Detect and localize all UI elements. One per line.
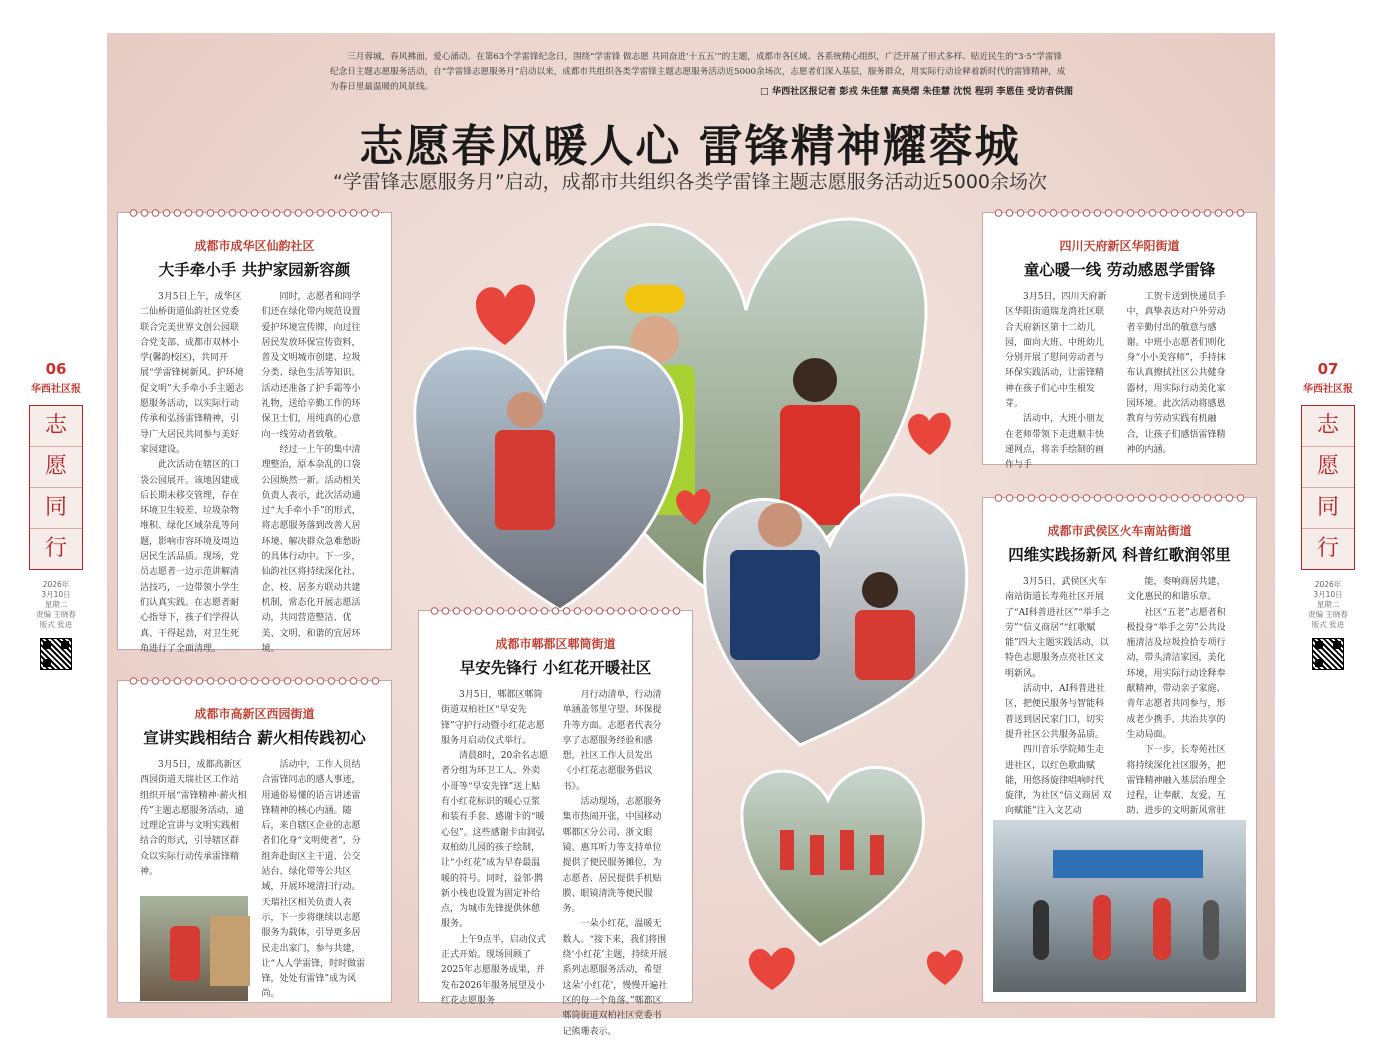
brand-label: 华西社区报 — [31, 384, 81, 395]
spiral-binding — [993, 493, 1246, 503]
issue-meta: 2026年 3月10日 星期二 责编 王晓春 版式 张进 — [1308, 580, 1348, 629]
article-photo — [993, 820, 1246, 992]
section-char: 志 — [1302, 406, 1354, 447]
article-photo — [140, 896, 248, 1001]
issue-meta: 2026年 3月10日 星期二 责编 王晓春 版式 张进 — [36, 580, 76, 629]
article-kicker: 成都市高新区西园街道 — [194, 707, 315, 721]
section-char: 行 — [44, 536, 67, 561]
section-char: 行 — [1316, 536, 1339, 561]
article-title: 大手牵小手 共护家园新容颜 — [158, 261, 351, 279]
article-kicker: 四川天府新区华阳街道 — [1059, 239, 1180, 253]
spiral-binding — [429, 606, 682, 616]
spiral-binding — [993, 208, 1246, 218]
paragraph: 一朵小红花，温暖无数人。“接下来，我们将围绕‘小红花’主题，持续开展系列志愿服务活动，希望这朵‘小红花’，慢慢开遍社区的每一个角落。”郫都区郫筒街道双柏社区党委书记熊珊表示。 — [562, 919, 668, 1037]
article-column — [1005, 575, 1113, 835]
intro-paragraph: 三月蓉城，春风拂面，爱心涌动。在第63个学雷锋纪念日，围绕“学雷锋 做志愿 共同奋进‘十五五’”的主题，成都市各区域、各系统精心组织，广泛开展了形式多样、贴近民生的“3·5”学雷锋纪念日主题志愿服务活动，自“学雷锋志愿服务月”启动以来，成都市共组织各类学雷锋主题志愿服务活动近5000余场次，志愿者们深入基层，服务群众，用实际行动诠释着新时代的雷锋精神，成为春日里最温暖的风景线。 — [330, 52, 1066, 92]
article-title: 早安先锋行 小红花开暖社区 — [459, 659, 652, 677]
article-column — [441, 688, 549, 1040]
section-char: 愿 — [30, 447, 82, 488]
article-column — [262, 290, 370, 657]
article-gaoxin — [117, 680, 392, 1003]
article-kicker: 成都市成华区仙韵社区 — [194, 239, 315, 253]
article-wuhou — [982, 497, 1257, 1003]
article-kicker: 成都市郫都区郫筒街道 — [495, 637, 616, 651]
heart-photo — [705, 495, 967, 745]
paragraph: 活动中，大班小朋友在老师带领下走进顺丰快递网点，将亲手绘制的画作与手 — [1005, 414, 1105, 471]
article-title: 四维实践扬新风 科普红歌润邻里 — [1008, 546, 1231, 564]
heart-icon — [476, 285, 535, 345]
byline: □ 华西社区报记者 彭戎 朱佳慧 高昊熠 朱佳慧 沈悦 程玥 李恩佳 受访者供图 — [760, 86, 1074, 97]
headline: 志愿春风暖人心 雷锋精神耀蓉城 — [359, 121, 1021, 172]
paragraph: 工贺卡送到快递员手中，真挚表达对户外劳动者辛勤付出的敬意与感谢。中班小志愿者们则化身“小小美容师”，手持抹布认真擦拭社区公共健身器材，用实际行动美化家园环境。此次活动将感恩教育与劳动实践有机融合，让孩子们感悟雷锋精神的内涵。 — [1126, 292, 1226, 455]
article-pidu — [418, 610, 693, 1037]
article-kicker: 成都市武侯区火车南站街道 — [1047, 524, 1192, 538]
subheadline: “学雷锋志愿服务月”启动，成都市共组织各类学雷锋主题志愿服务活动近5000余场次 — [332, 171, 1048, 193]
paragraph: 清晨8时，20余名志愿者分组为环卫工人、外卖小哥等“早安先锋”送上贴有小红花标识的暖心豆浆和装有手套、感谢卡的“暖心包”。这些感谢卡由润弘双柏幼儿园的孩子绘制，让“小红花”成为早春最温暖的符号。同时，益邻·鹊新小栈也设置为固定补给点，为城市先锋提供休憩服务。 — [441, 751, 549, 930]
paragraph: 社区“五老”志愿者积极投身“举手之劳”公共设施清洁及垃圾捡拾专项行动，带头清洁家园，美化环境，用实际行动诠释奉献精神，带动亲子家庭、青年志愿者共同参与，形成老少携手、共治共享的生动局面。 — [1126, 607, 1226, 740]
paragraph: 活动中，AI科普进社区，把便民服务与智能科普送到居民家门口，切实提升社区公共服务品质。 — [1005, 684, 1106, 740]
paragraph: 此次活动在辖区的口袋公园展开。该地因建成后长期未移交管理，存在环境卫生较差、垃圾杂物堆积、绿化区域杂乱等问题，影响市容环境及周边居民生活品质。现场，党员志愿者一边示范讲解清洁技巧，一边带领小学生们认真实践。在志愿者耐心指导下，孩子们学得认真、干得起劲，对卫生死角进行了全面清理。 — [140, 460, 240, 654]
paragraph: 3月5日，武侯区火车南站街道长寿苑社区开展了“AI科普进社区”“举手之劳”“信义商居”“红歌赋能”四大主题实践活动，以特色志愿服务点亮社区文明新风。 — [1005, 577, 1110, 679]
article-column — [140, 758, 248, 1003]
heart-photo — [742, 767, 924, 945]
paragraph: 3月5日，成都高新区西园街道天瑞社区工作站组织开展“雷锋精神·薪火相传”主题志愿服务活动，通过理论宣讲与文明实践相结合的形式，引导辖区群众以实际行动传承雷锋精神。 — [140, 760, 247, 878]
paragraph: 活动现场，志愿服务集市热闹开张，中国移动郫都区分公司、浙文眼镜、惠耳听力等支持单位提供了便民服务摊位，为志愿者、居民提供手机贴膜、眼镜清洗等便民服务。 — [562, 797, 662, 915]
article-column — [262, 758, 370, 1003]
paragraph: 月行动清单，行动清单涵盖邻里守望、环保提升等方面。志愿者代表分享了志愿服务经验和感想，社区工作人员发出《小红花志愿服务倡议书》。 — [562, 690, 662, 792]
paragraph: 活动中，工作人员结合雷锋同志的感人事迹，用通俗易懂的语言讲述雷锋精神的核心内涵。随后，来自辖区企业的志愿者们化身“文明使者”，分组奔赴街区主干道、公交站台、绿化带等公共区域，开展环境清扫行动。天瑞社区相关负责人表示，下一步将继续以志愿服务为载体，引导更多居民走出家门，参与共建，让“人人学雷锋，时时做雷锋，处处有雷锋”成为风尚。 — [261, 760, 366, 1000]
article-title: 童心暖一线 劳动感恩学雷锋 — [1023, 261, 1216, 279]
paragraph: 3月5日，四川天府新区华阳街道瑞龙湾社区联合天府新区第十二幼儿园，面向大班、中班幼儿分别开展了慰问劳动者与环保实践活动，让雷锋精神在孩子们心中生根发芽。 — [1005, 292, 1107, 410]
section-char: 愿 — [1302, 447, 1354, 488]
paragraph: 经过一上午的集中清理整治，原本杂乱的口袋公园焕然一新。活动相关负责人表示，此次活动通过“大手牵小手”的形式，将志愿服务落到改善人居环境、解决群众急难愁盼的具体行动中。下一步，仙韵社区将持续深化社、企、校、居多方联动共建机制，常态化开展志愿活动，共同营造整洁、优美、文明、和谐的宜居环境。 — [261, 444, 361, 654]
paragraph: 上午9点半，启动仪式正式开始。现场回顾了2025年志愿服务成果，并发布2026年服务展望及小红花志愿服务 — [441, 934, 546, 1006]
section-char: 同 — [30, 488, 82, 529]
paragraph: 能，奏响商居共建、文化惠民的和谐乐章。 — [1126, 577, 1226, 603]
heart-icon — [908, 413, 951, 455]
spiral-binding — [128, 676, 381, 686]
article-tianfu — [982, 212, 1257, 471]
article-column — [1127, 575, 1235, 835]
brand-label: 华西社区报 — [1303, 384, 1353, 395]
paragraph: 3月5日上午，成华区二仙桥街道仙韵社区党委联合完美世界文创公园联合党支部、成都市双林小学(馨韵校区)，共同开展“学雷锋树新风、护环境促文明”大手牵小手主题志愿服务活动，以实际行动传承和弘扬雷锋精神，引导广大居民共同参与美好家园建设。 — [140, 292, 244, 455]
section-char: 志 — [30, 406, 82, 447]
section-char: 同 — [1302, 488, 1354, 529]
heart-icon — [927, 950, 963, 985]
paragraph: 同时，志愿者和同学们还在绿化带内规范设置爱护环境宣传牌，向过往居民发放环保宣传资料，普及文明城市创建、垃圾分类、绿色生活等知识。活动还准备了护手霜等小礼物，送给辛勤工作的环保卫士们，用纯真的心意向一线劳动者致敬。 — [261, 292, 361, 440]
page-number: 07 — [1317, 360, 1339, 378]
article-column — [1005, 290, 1113, 474]
paragraph: 四川音乐学院师生走进社区，以红色歌曲赋能，用悠扬旋律唱响时代旋律，为社区“信义商居 双向赋能”注入文艺动 — [1005, 745, 1112, 817]
spiral-binding — [128, 208, 381, 218]
paragraph: 下一步，长寿苑社区将持续深化社区服务，把雷锋精神融入基层治理全过程，让奉献、友爱、互助、进步的文明新风常驻 — [1126, 745, 1226, 817]
paragraph: 3月5日，郫都区郫筒街道双柏社区“早安先锋”守护行动暨小红花志愿服务月启动仪式举行。 — [441, 690, 545, 746]
article-column — [563, 688, 671, 1040]
heart-photo — [415, 347, 682, 610]
heart-icon — [749, 948, 795, 990]
article-title: 宣讲实践相结合 薪火相传践初心 — [143, 729, 366, 747]
article-column — [1127, 290, 1235, 474]
article-column — [140, 290, 248, 657]
page-number: 06 — [45, 360, 67, 378]
article-chenghua — [117, 212, 392, 654]
